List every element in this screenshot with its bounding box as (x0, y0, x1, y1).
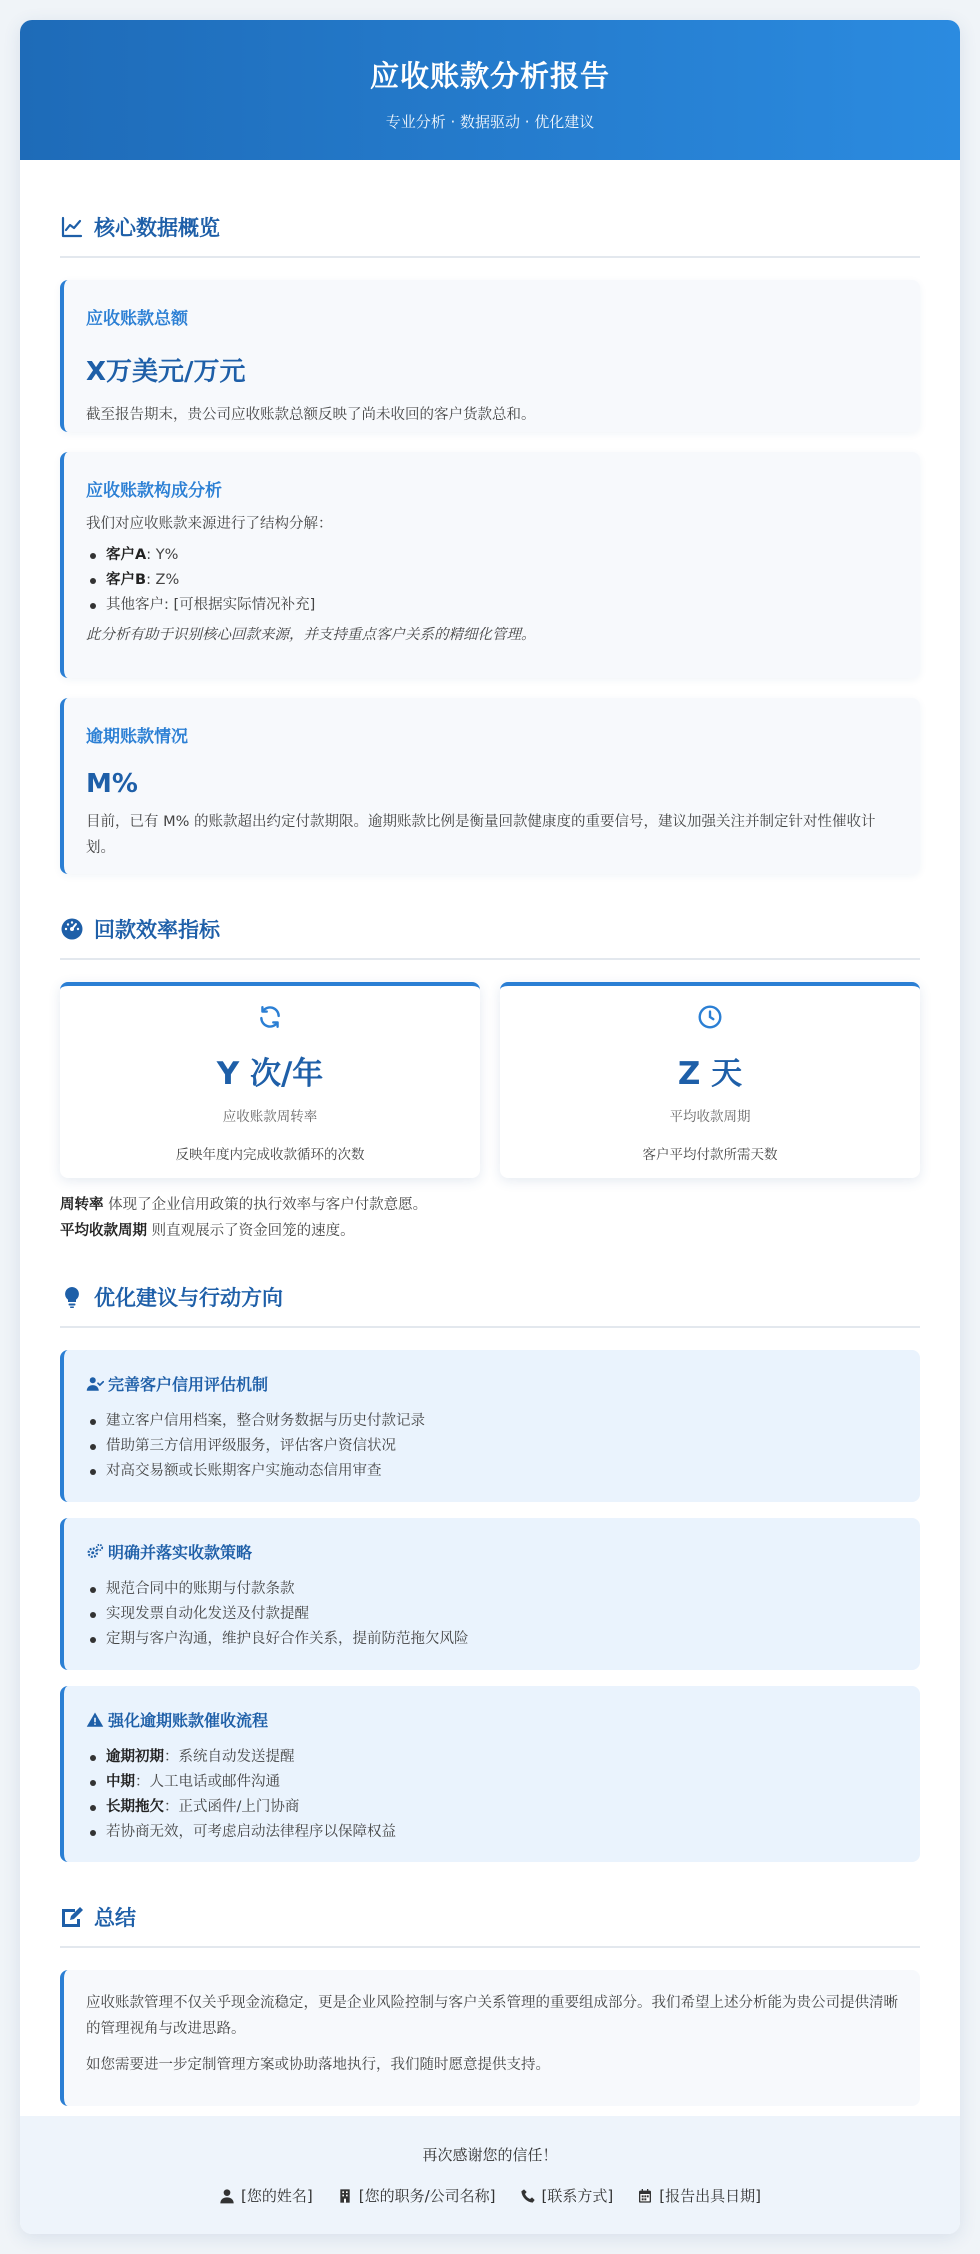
report-header (20, 20, 960, 160)
report-card (20, 20, 960, 2234)
phone-icon (520, 2188, 536, 2204)
section-title-efficiency (60, 914, 920, 960)
gears-icon (86, 1543, 104, 1561)
gauge-icon (60, 917, 84, 941)
overdue-value: M% (86, 769, 138, 799)
footer-item-date: [报告出具日期] (637, 2185, 761, 2206)
section-title-text: 优化建议与行动方向 (94, 1286, 283, 1310)
building-icon (337, 2188, 353, 2204)
section-title-summary (60, 1902, 920, 1948)
list-item: 借助第三方信用评级服务，评估客户资信状况 (86, 1434, 898, 1459)
clock-icon (697, 1004, 723, 1030)
report-title: 应收账款分析报告 (369, 59, 610, 93)
lightbulb-icon (60, 1285, 84, 1309)
total-heading: 应收账款总额 (86, 309, 188, 329)
composition-box (60, 452, 920, 678)
report-subtitle: 专业分析 · 数据驱动 · 优化建议 (385, 113, 595, 131)
overdue-box (60, 698, 920, 874)
summary-paragraph: 如您需要进一步定制管理方案或协助落地执行，我们随时愿意提供支持。 (86, 2057, 550, 2073)
list-item: 建立客户信用档案，整合财务数据与历史付款记录 (86, 1409, 898, 1434)
advice-list (86, 1409, 898, 1484)
efficiency-notes (60, 1192, 920, 1244)
list-item: 客户B: Z% (86, 568, 898, 593)
composition-heading: 应收账款构成分析 (86, 481, 222, 501)
list-item: 规范合同中的账期与付款条款 (86, 1577, 898, 1602)
chart-line-icon (60, 215, 84, 239)
footer (20, 2116, 960, 2234)
advice-list (86, 1745, 898, 1845)
advice-block-collection (60, 1686, 920, 1862)
advice-heading: 明确并落实收款策略 (86, 1540, 898, 1563)
user-check-icon (86, 1375, 104, 1393)
total-desc: 截至报告期末，贵公司应收账款总额反映了尚未收回的客户货款总和。 (86, 407, 536, 423)
summary-box (60, 1970, 920, 2106)
section-title-text: 核心数据概览 (94, 216, 220, 240)
metric-card-cycle (500, 982, 920, 1178)
list-item: 逾期初期：系统自动发送提醒 (86, 1745, 898, 1770)
footer-item-name: [您的姓名] (219, 2185, 313, 2206)
total-receivables-box (60, 280, 920, 432)
user-icon (219, 2188, 235, 2204)
section-title-overview (60, 212, 920, 258)
list-item: 若协商无效，可考虑启动法律程序以保障权益 (86, 1820, 898, 1845)
composition-list (86, 543, 898, 618)
section-title-advice (60, 1282, 920, 1328)
total-value: X万美元/万元 (86, 357, 246, 387)
list-item: 中期：人工电话或邮件沟通 (86, 1770, 898, 1795)
metric-card-turnover (60, 982, 480, 1178)
list-item: 定期与客户沟通，维护良好合作关系，提前防范拖欠风险 (86, 1627, 898, 1652)
calendar-icon (637, 2188, 653, 2204)
metric-value: Y 次/年 (216, 1056, 324, 1092)
metric-label: 应收账款周转率 (222, 1109, 318, 1125)
composition-note: 此分析有助于识别核心回款来源，并支持重点客户关系的精细化管理。 (86, 627, 536, 643)
list-item: 其他客户: [可根据实际情况补充] (86, 593, 898, 618)
advice-heading: 完善客户信用评估机制 (86, 1372, 898, 1395)
metric-value: Z 天 (677, 1056, 743, 1092)
list-item: 对高交易额或长账期客户实施动态信用审查 (86, 1459, 898, 1484)
metric-label: 平均收款周期 (669, 1109, 751, 1125)
advice-block-strategy (60, 1518, 920, 1670)
metrics-row (60, 982, 920, 1178)
summary-paragraph: 应收账款管理不仅关乎现金流稳定，更是企业风险控制与客户关系管理的重要组成部分。我们希望上述分析能为贵公司提供清晰的管理视角与改进思路。 (86, 1995, 898, 2037)
warning-icon (86, 1711, 104, 1729)
overdue-heading: 逾期账款情况 (86, 727, 188, 747)
footer-item-company: [您的职务/公司名称] (337, 2185, 496, 2206)
metric-desc: 客户平均付款所需天数 (642, 1147, 778, 1163)
metric-desc: 反映年度内完成收款循环的次数 (175, 1147, 365, 1163)
composition-intro: 我们对应收账款来源进行了结构分解： (86, 516, 333, 532)
edit-document-icon (60, 1905, 84, 1929)
list-item: 长期拖欠：正式函件/上门协商 (86, 1795, 898, 1820)
efficiency-note: 平均收款周期 则直观展示了资金回笼的速度。 (60, 1223, 355, 1239)
section-title-text: 总结 (94, 1906, 136, 1930)
section-title-text: 回款效率指标 (94, 918, 220, 942)
refresh-icon (257, 1004, 283, 1030)
advice-list (86, 1577, 898, 1652)
footer-item-phone: [联系方式] (520, 2185, 614, 2206)
footer-thanks: 再次感谢您的信任！ (422, 2146, 558, 2164)
footer-contact (20, 2185, 960, 2206)
list-item: 实现发票自动化发送及付款提醒 (86, 1602, 898, 1627)
advice-block-credit (60, 1350, 920, 1502)
overdue-desc: 目前，已有 M% 的账款超出约定付款期限。逾期账款比例是衡量回款健康度的重要信号，建议加强关注并制定针对性催收计划。 (86, 814, 876, 856)
advice-heading: 强化逾期账款催收流程 (86, 1708, 898, 1731)
list-item: 客户A: Y% (86, 543, 898, 568)
efficiency-note: 周转率 体现了企业信用政策的执行效率与客户付款意愿。 (60, 1197, 428, 1213)
